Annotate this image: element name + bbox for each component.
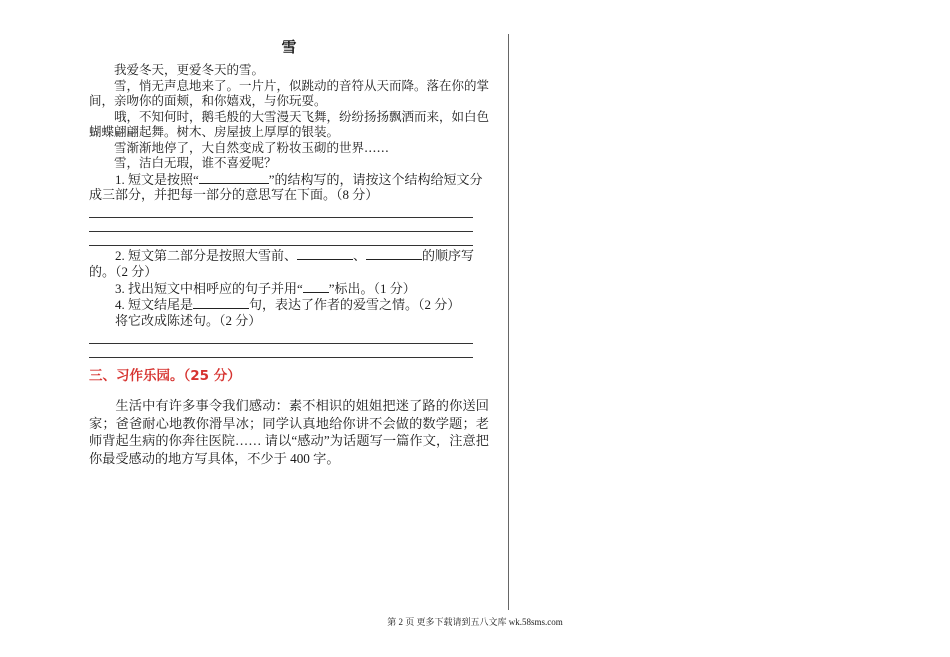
passage-paragraph-3: 哦，不知何时，鹅毛般的大雪漫天飞舞，纷纷扬扬飘洒而来，如白色蝴蝶翩翩起舞。树木、房屋披上厚厚的银装。	[89, 108, 490, 139]
question-2-blank-1[interactable]	[297, 247, 353, 260]
answer-line[interactable]	[89, 245, 473, 246]
section-3-heading: 三、习作乐园。（25 分）	[89, 368, 241, 385]
passage-paragraph-2: 雪，悄无声息地来了。一片片，似跳动的音符从天而降。落在你的掌间，亲吻你的面颊，和你嬉戏，与你玩耍。	[89, 77, 490, 108]
essay-prompt: 生活中有许多事令我们感动：素不相识的姐姐把迷了路的你送回家；爸爸耐心地教你滑旱冰；同学认真地给你讲不会做的数学题；老师背起生病的你奔往医院…… 请以“感动”为话题写一篇作文，注意把你最受感动的地方写具体，不少于 400 字。	[89, 398, 489, 466]
question-1-text-a: 1. 短文是按照“	[115, 171, 199, 187]
question-4	[89, 296, 489, 313]
question-4-blank[interactable]	[193, 296, 249, 309]
passage-paragraph-4: 雪渐渐地停了，大自然变成了粉妆玉砌的世界……	[114, 139, 390, 155]
left-column	[89, 36, 489, 467]
question-3	[89, 280, 489, 297]
answer-line[interactable]	[89, 217, 473, 218]
passage-paragraph-1: 我爱冬天，更爱冬天的雪。	[114, 62, 265, 77]
question-1	[89, 171, 489, 204]
question-2-blank-2[interactable]	[366, 247, 422, 260]
question-3-blank[interactable]	[303, 280, 329, 293]
question-2-separator: 、	[353, 248, 367, 264]
question-4-text-b: 句，表达了作者的爱雪之情。（2 分）	[249, 297, 461, 313]
passage-title: 雪	[281, 38, 297, 56]
column-divider	[508, 34, 509, 610]
question-1-answer-lines	[89, 217, 489, 246]
question-3-text-b: ”标出。（1 分）	[328, 280, 416, 296]
question-2	[89, 247, 489, 280]
page-footer: 第 2 页 更多下载请到五八文库 wk.58sms.com	[387, 617, 563, 627]
answer-line[interactable]	[89, 357, 473, 358]
answer-line[interactable]	[89, 231, 473, 232]
answer-line[interactable]	[89, 343, 473, 344]
question-4-sub: 将它改成陈述句。（2 分）	[115, 313, 262, 329]
question-4-answer-lines	[89, 343, 489, 358]
question-2-text-a: 2. 短文第二部分是按照大雪前、	[115, 248, 298, 264]
question-4-text-a: 4. 短文结尾是	[115, 297, 194, 313]
question-1-text-b: ”的结构写的，请按这个结构给短文分成三部分，并把每一部分的意思写在下面。（8 分）	[89, 171, 483, 203]
passage-paragraph-5: 雪，洁白无瑕，谁不喜爱呢？	[114, 155, 277, 170]
question-2-text-b: 的顺序写的。（2 分）	[89, 248, 475, 279]
question-3-text-a: 3. 找出短文中相呼应的句子并用“	[115, 280, 303, 296]
question-1-blank[interactable]	[199, 171, 269, 184]
